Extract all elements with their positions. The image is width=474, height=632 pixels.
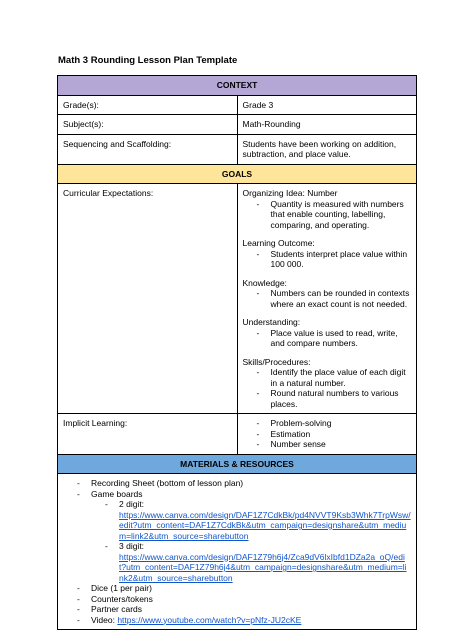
list-item: - Quantity is measured with numbers that enable counting, labelling, comparing, and operating. (257, 199, 412, 231)
learning-list (243, 249, 412, 270)
context-header: CONTEXT (58, 76, 417, 96)
organizing-idea: Organizing Idea: Number (242, 188, 338, 198)
list-item: - Counters/tokens (77, 594, 411, 605)
learning-outcome-heading: Learning Outcome: (242, 238, 315, 248)
list-item: - Recording Sheet (bottom of lesson plan) (77, 478, 411, 489)
list-item (77, 489, 411, 584)
curricular-content (237, 184, 417, 414)
page-title: Math 3 Rounding Lesson Plan Template (58, 55, 238, 66)
grade-value: Grade 3 (237, 95, 417, 115)
understanding-list (243, 328, 412, 349)
lesson-plan-table (57, 75, 417, 630)
game-boards-label: Game boards (91, 488, 143, 499)
grade-label: Grade(s): (58, 95, 238, 115)
video-label: Video: (91, 614, 118, 625)
curricular-label: Curricular Expectations: (58, 184, 238, 414)
digit2-label: 2 digit: (119, 499, 145, 509)
implicit-content (237, 414, 417, 455)
list-item: - Round natural numbers to various places. (257, 388, 412, 409)
materials-header: MATERIALS & RESOURCES (58, 454, 417, 474)
sequencing-value: Students have been working on addition, subtraction, and place value. (237, 134, 417, 164)
list-item: - Numbers can be rounded in contexts where an exact count is not needed. (257, 288, 412, 309)
understanding-heading: Understanding: (242, 317, 301, 327)
list-item: - Problem-solving (257, 418, 412, 429)
list-item: - Estimation (257, 429, 412, 440)
game-boards-sublist (91, 499, 411, 583)
materials-content (58, 474, 417, 630)
sequencing-label: Sequencing and Scaffolding: (58, 134, 238, 164)
list-item (77, 615, 411, 626)
list-item: - Partner cards (77, 604, 411, 615)
list-item: - Number sense (257, 439, 412, 450)
goals-header: GOALS (58, 164, 417, 184)
list-item (105, 541, 411, 583)
digit2-link[interactable]: https://www.canva.com/design/DAF1Z7CdkBk/pd4NVVT9Ksb3Whk7TrpWsw/edit?utm_content=DAF1Z7CdkBk&utm_campaign=designshare&utm_medium=link2&utm_source=sharebutton (119, 509, 411, 541)
digit3-link[interactable]: https://www.canva.com/design/DAF1Z79h6j4/Zca9dV6lxIbfd1DZa2a_oQ/edit?utm_content=DAF1Z79h6j4&utm_campaign=designshare&utm_medium=link2&utm_source=sharebutton (119, 551, 407, 583)
list-item (105, 499, 411, 541)
organizing-list (243, 199, 412, 231)
knowledge-heading: Knowledge: (242, 277, 287, 288)
implicit-list (243, 418, 412, 450)
list-item: - Students interpret place value within 100 000. (257, 249, 412, 270)
skills-list (243, 367, 412, 409)
materials-list (63, 478, 411, 625)
video-link[interactable]: https://www.youtube.com/watch?v=pNfz-JU2cKE (117, 614, 302, 625)
digit3-label: 3 digit: (119, 541, 145, 551)
subject-value: Math-Rounding (237, 115, 417, 135)
implicit-label: Implicit Learning: (58, 414, 238, 455)
list-item: - Place value is used to read, write, and compare numbers. (257, 328, 412, 349)
skills-heading: Skills/Procedures: (242, 356, 311, 367)
list-item: - Identify the place value of each digit in a natural number. (257, 367, 412, 388)
knowledge-list (243, 288, 412, 309)
list-item: - Dice (1 per pair) (77, 583, 411, 594)
subject-label: Subject(s): (58, 115, 238, 135)
